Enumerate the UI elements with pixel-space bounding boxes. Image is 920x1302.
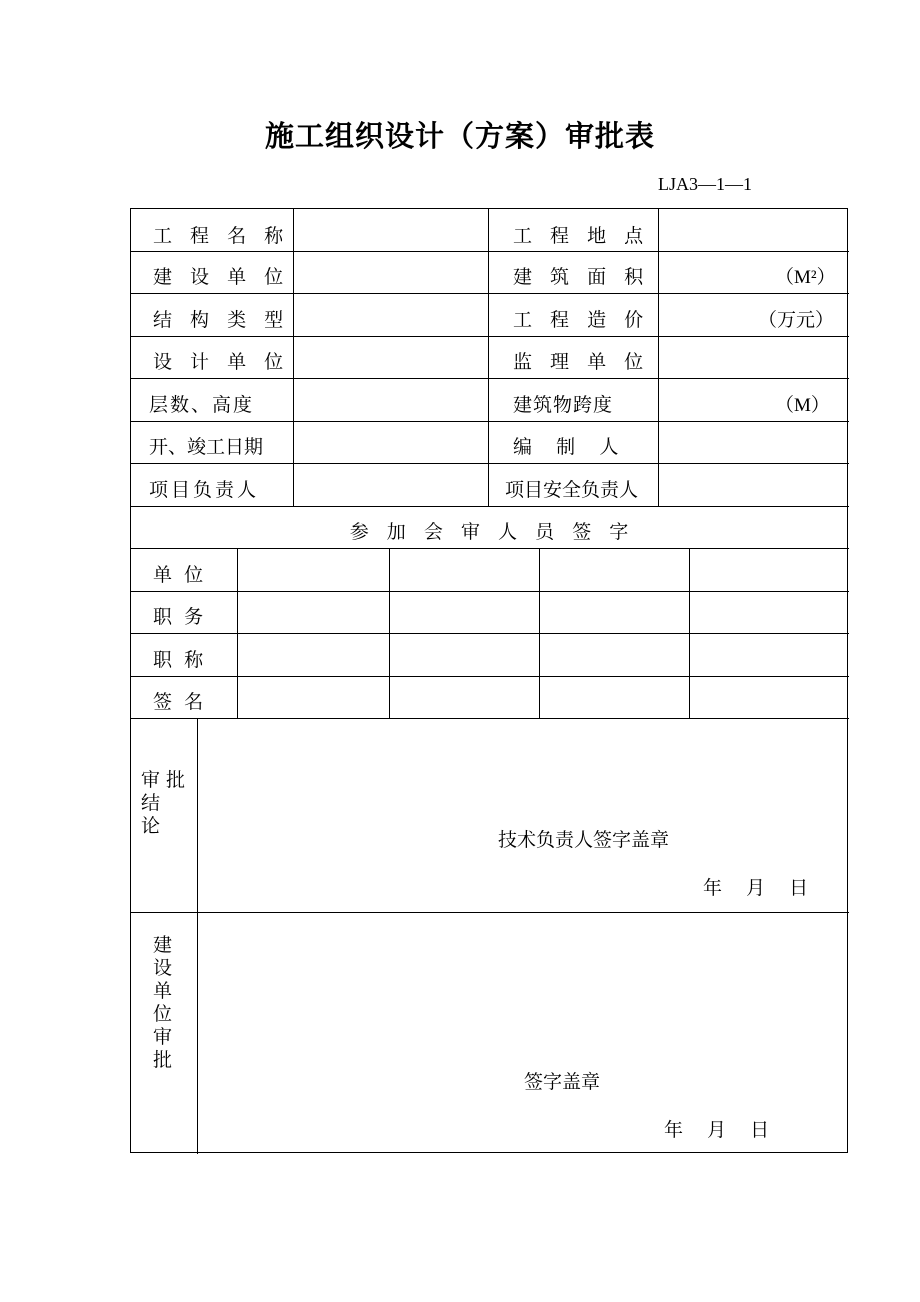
row-divider bbox=[131, 548, 849, 549]
label-design-unit: 设 计 单 位 bbox=[153, 351, 290, 373]
approval-conclusion-label: 审 批 结 论 bbox=[141, 769, 186, 837]
label-safety-manager: 项目安全负责人 bbox=[505, 479, 639, 501]
label-project-name: 工 程 名 称 bbox=[153, 225, 290, 247]
label-sign-position: 职 务 bbox=[153, 606, 204, 628]
owner-signature-label: 签字盖章 bbox=[524, 1071, 601, 1093]
row-divider bbox=[131, 251, 849, 252]
unit-area: （M²） bbox=[775, 267, 836, 288]
form-code: LJA3—1—1 bbox=[658, 174, 752, 194]
label-building-area: 建 筑 面 积 bbox=[513, 266, 650, 288]
label-floors-height: 层数、高度 bbox=[149, 394, 255, 416]
row-divider bbox=[131, 912, 849, 913]
label-sign-unit: 单 位 bbox=[153, 564, 204, 586]
row-divider bbox=[131, 676, 849, 677]
unit-cost: （万元） bbox=[758, 309, 835, 331]
label-sign-title: 职 称 bbox=[153, 649, 204, 671]
row-divider bbox=[131, 633, 849, 634]
page-title: 施工组织设计（方案）审批表 bbox=[264, 119, 655, 153]
approval-form-table bbox=[130, 208, 848, 1153]
column-divider bbox=[389, 548, 390, 718]
row-divider bbox=[131, 718, 849, 719]
column-divider bbox=[689, 548, 690, 718]
unit-span: （M） bbox=[775, 395, 830, 416]
column-divider bbox=[658, 209, 659, 506]
label-project-location: 工 程 地 点 bbox=[513, 225, 650, 247]
column-divider bbox=[293, 209, 294, 506]
signatures-header: 参 加 会 审 人 员 签 字 bbox=[349, 521, 631, 543]
approval-date: 年 月 日 bbox=[703, 877, 813, 899]
owner-approval-date: 年 月 日 bbox=[664, 1119, 774, 1141]
row-divider bbox=[131, 293, 849, 294]
column-divider bbox=[488, 209, 489, 506]
owner-approval-label: 建 设 单 位 审 批 bbox=[153, 934, 173, 1071]
label-project-manager: 项目负责人 bbox=[149, 479, 260, 501]
label-start-end-date: 开、竣工日期 bbox=[149, 436, 264, 458]
row-divider bbox=[131, 591, 849, 592]
row-divider bbox=[131, 421, 849, 422]
column-divider bbox=[539, 548, 540, 718]
label-project-cost: 工 程 造 价 bbox=[513, 309, 650, 331]
label-prepared-by: 编 制 人 bbox=[513, 436, 619, 458]
row-divider bbox=[131, 378, 849, 379]
column-divider bbox=[197, 718, 198, 1154]
label-structure-type: 结 构 类 型 bbox=[153, 309, 290, 331]
tech-lead-signature-label: 技术负责人签字盖章 bbox=[498, 829, 670, 851]
row-divider bbox=[131, 463, 849, 464]
label-supervision-unit: 监 理 单 位 bbox=[513, 351, 650, 373]
label-sign-name: 签 名 bbox=[153, 691, 204, 713]
column-divider bbox=[237, 548, 238, 718]
label-building-span: 建筑物跨度 bbox=[513, 394, 614, 416]
row-divider bbox=[131, 506, 849, 507]
label-construction-unit: 建 设 单 位 bbox=[153, 266, 290, 288]
row-divider bbox=[131, 336, 849, 337]
